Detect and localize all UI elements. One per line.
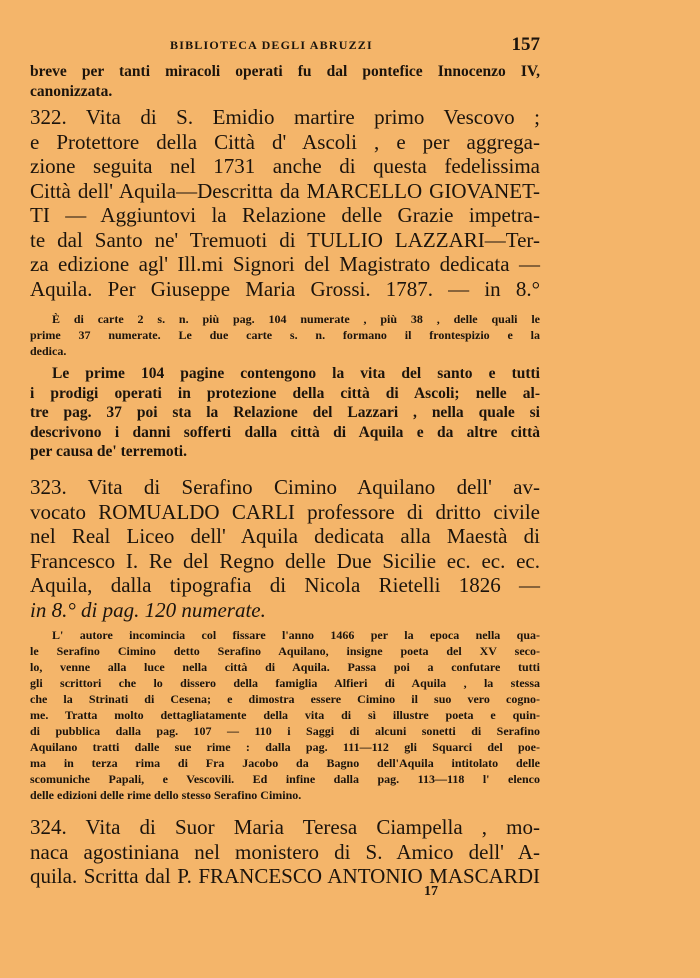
entry-title-line: za edizione agl' Ill.mi Signori del Magistrato dedicata — xyxy=(30,252,540,276)
description-line: Le prime 104 pagine contengono la vita del santo e tutti xyxy=(52,365,540,382)
entry-322-note xyxy=(30,311,540,359)
entry-324-title xyxy=(30,815,540,889)
entry-title-line: vocato ROMUALDO CARLI professore di dritto civile xyxy=(30,499,540,524)
entry-title-line: TI — Aggiuntovi la Relazione delle Grazie impetra- xyxy=(30,203,540,227)
description-line: per causa de' terremoti. xyxy=(30,443,187,460)
note-line: È di carte 2 s. n. più pag. 104 numerate , più 38 , delle quali le xyxy=(52,312,540,326)
entry-322-description xyxy=(30,364,540,462)
description-line: tre pag. 37 poi sta la Relazione del Lazzari , nella quale si xyxy=(30,404,540,421)
note-line: prime 37 numerate. Le due carte s. n. formano il frontespizio e la xyxy=(30,328,540,342)
entry-title-line: Aquila, dalla tipografia di Nicola Rietelli 1826 — xyxy=(30,573,540,597)
text-line: canonizzata. xyxy=(30,82,113,100)
entry-title-line: 324. Vita di Suor Maria Teresa Ciampella , mo- xyxy=(30,815,540,839)
description-line: L' autore incomincia col fissare l'anno 1466 per la epoca nella qua- xyxy=(52,628,540,642)
entry-title-line: nel Real Liceo dell' Aquila dedicata alla Maestà di xyxy=(30,524,540,548)
entry-title-line: e Protettore della Città d' Ascoli , e per aggrega- xyxy=(30,129,540,154)
entry-322-title xyxy=(30,105,540,301)
entry-title-line: 322. Vita di S. Emidio martire primo Vescovo ; xyxy=(30,105,540,129)
entry-title-line: quila. Scritta dal P. FRANCESCO ANTONIO MASCARDI xyxy=(30,864,540,888)
description-line: lo, venne alla luce nella città di Aquila. Passa poi a confutare tutti xyxy=(30,660,540,674)
entry-title-line: Francesco I. Re del Regno delle Due Sicilie ec. ec. ec. xyxy=(30,548,540,573)
entry-title-line: naca agostiniana nel monistero di S. Amico dell' A- xyxy=(30,839,540,864)
entry-title-line: 323. Vita di Serafino Cimino Aquilano dell' av- xyxy=(30,475,540,499)
running-head xyxy=(30,36,540,56)
description-line: di pubblica dalla pag. 107 — 110 i Saggi di alcuni sonetti di Serafino xyxy=(30,724,540,738)
description-line: che la Strinati di Cesena; e dimostra essere Cimino il suo vero cogno- xyxy=(30,692,540,706)
entry-323-description xyxy=(30,627,540,803)
carry-over-text xyxy=(30,62,540,101)
description-line: scomuniche Papali, e Vescovili. Ed infine dalla pag. 113—118 l' elenco xyxy=(30,772,540,786)
entry-title-line: te dal Santo ne' Tremuoti di TULLIO LAZZARI—Ter- xyxy=(30,227,540,252)
entry-title-line: Aquila. Per Giuseppe Maria Grossi. 1787. — in 8.° xyxy=(30,276,540,301)
page-content xyxy=(30,0,540,978)
signature-mark: 17 xyxy=(424,884,438,899)
description-line: le Serafino Cimino detto Serafino Aquilano, insigne poeta del XV seco- xyxy=(30,644,540,658)
text-line: breve per tanti miracoli operati fu dal pontefice Innocenzo IV, xyxy=(30,63,540,80)
note-line: dedica. xyxy=(30,344,67,358)
page-number: 157 xyxy=(511,34,540,55)
description-line: Aquilano tratti dalle sue rime : dalla pag. 111—112 gli Squarci del poe- xyxy=(30,740,540,754)
entry-title-line: in 8.° di pag. 120 numerate. xyxy=(30,597,266,622)
entry-title-line: zione seguita nel 1731 anche di questa fedelissima xyxy=(30,154,540,178)
description-line: ma in terza rima di Fra Jacobo da Bagno dell'Aquila intitolato delle xyxy=(30,756,540,770)
entry-title-line: Città dell' Aquila—Descritta da MARCELLO GIOVANET- xyxy=(30,178,540,203)
description-line: i prodigi operati in protezione della città di Ascoli; nelle al- xyxy=(30,384,540,402)
entry-323-title xyxy=(30,475,540,622)
description-line: gli scrittori che lo dissero della famiglia Alfieri di Aquila , la stessa xyxy=(30,676,540,690)
running-head-title: BIBLIOTECA DEGLI ABRUZZI xyxy=(170,38,373,52)
description-line: me. Tratta molto dettagliatamente della vita di sì illustre poeta e quin- xyxy=(30,708,540,722)
description-line: descrivono i danni sofferti dalla città di Aquila e da altre città xyxy=(30,423,540,441)
description-line: delle edizioni delle rime dello stesso Serafino Cimino. xyxy=(30,788,302,802)
